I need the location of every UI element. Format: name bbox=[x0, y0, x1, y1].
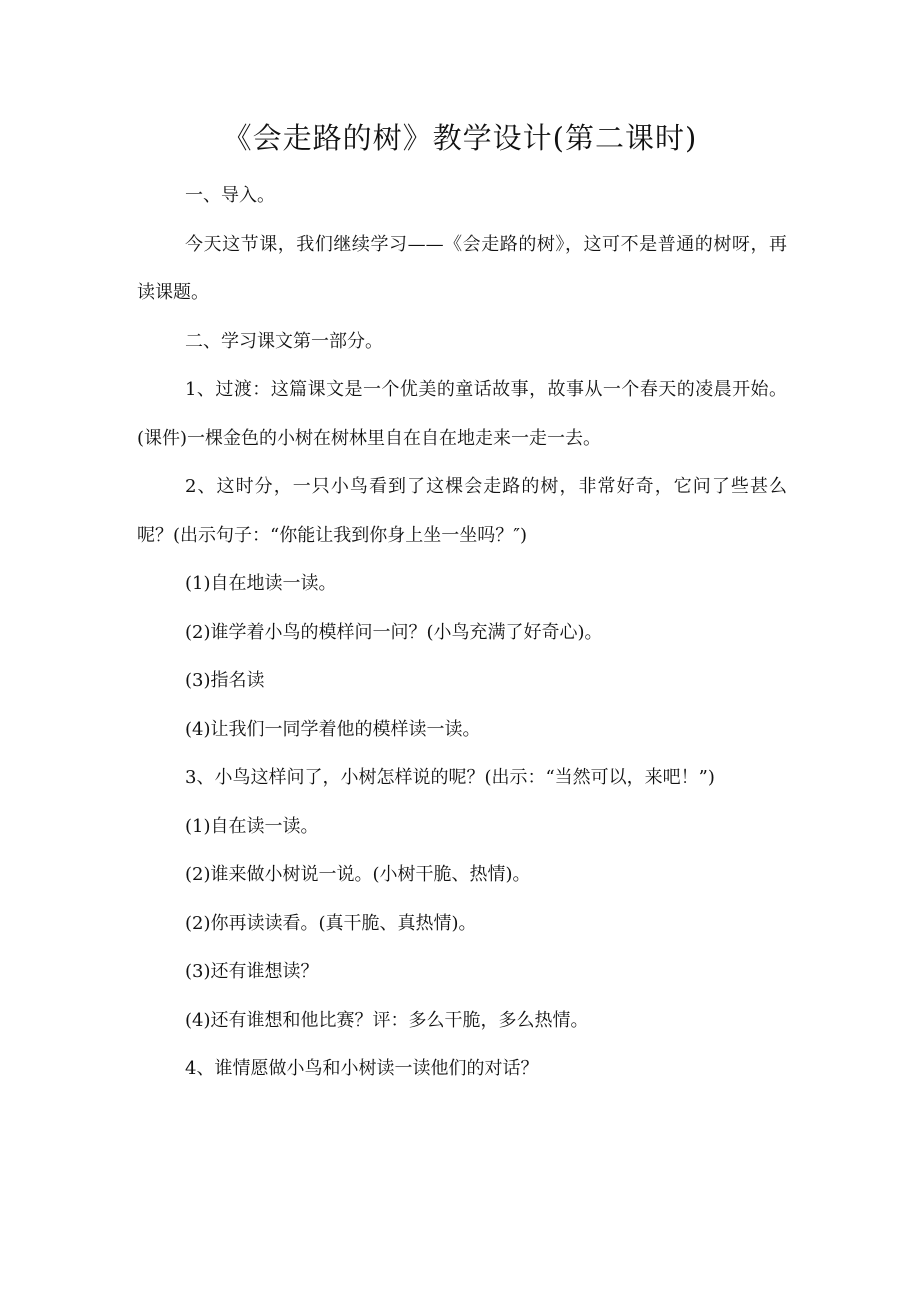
list-item: (3)还有谁想读？ bbox=[185, 961, 319, 982]
paragraph-tree-answer: 3、小鸟这样问了，小树怎样说的呢？(出示：“当然可以，来吧！”) bbox=[185, 767, 715, 788]
paragraph-bird-question: 2、这时分，一只小鸟看到了这棵会走路的树，非常好奇，它问了些甚么呢？(出示句子：“你能让我到你身上坐一坐吗？″) bbox=[137, 476, 787, 546]
list-item: (4)还有谁想和他比赛？评：多么干脆，多么热情。 bbox=[185, 1009, 589, 1031]
paragraph-transition: 1、过渡：这篇课文是一个优美的童话故事，故事从一个春天的凌晨开始。(课件)一棵金色的小树在树林里自在自在地走来一走一去。 bbox=[137, 379, 787, 449]
paragraph-dialogue-reading: 4、谁情愿做小鸟和小树读一读他们的对话？ bbox=[185, 1058, 539, 1079]
list-item: (3)指名读 bbox=[185, 670, 265, 691]
list-item: (1)自在读一读。 bbox=[185, 815, 319, 837]
list-item: (2)谁来做小树说一说。(小树干脆、热情)。 bbox=[185, 864, 531, 885]
paragraph-intro-heading: 一、导入。 bbox=[185, 185, 275, 206]
document-title: 《会走路的树》教学设计(第二课时) bbox=[222, 121, 698, 155]
paragraph-part-one-heading: 二、学习课文第一部分。 bbox=[185, 330, 383, 352]
document-body bbox=[137, 172, 787, 1094]
list-item: (2)谁学着小鸟的模样问一问？(小鸟充满了好奇心)。 bbox=[185, 621, 603, 643]
list-item: (1)自在地读一读。 bbox=[185, 573, 337, 594]
list-item: (2)你再读读看。(真干脆、真热情)。 bbox=[185, 912, 477, 934]
list-item: (4)让我们一同学着他的模样读一读。 bbox=[185, 718, 481, 740]
paragraph-intro-text: 今天这节课，我们继续学习——《会走路的树》，这可不是普通的树呀，再读课题。 bbox=[137, 233, 787, 303]
